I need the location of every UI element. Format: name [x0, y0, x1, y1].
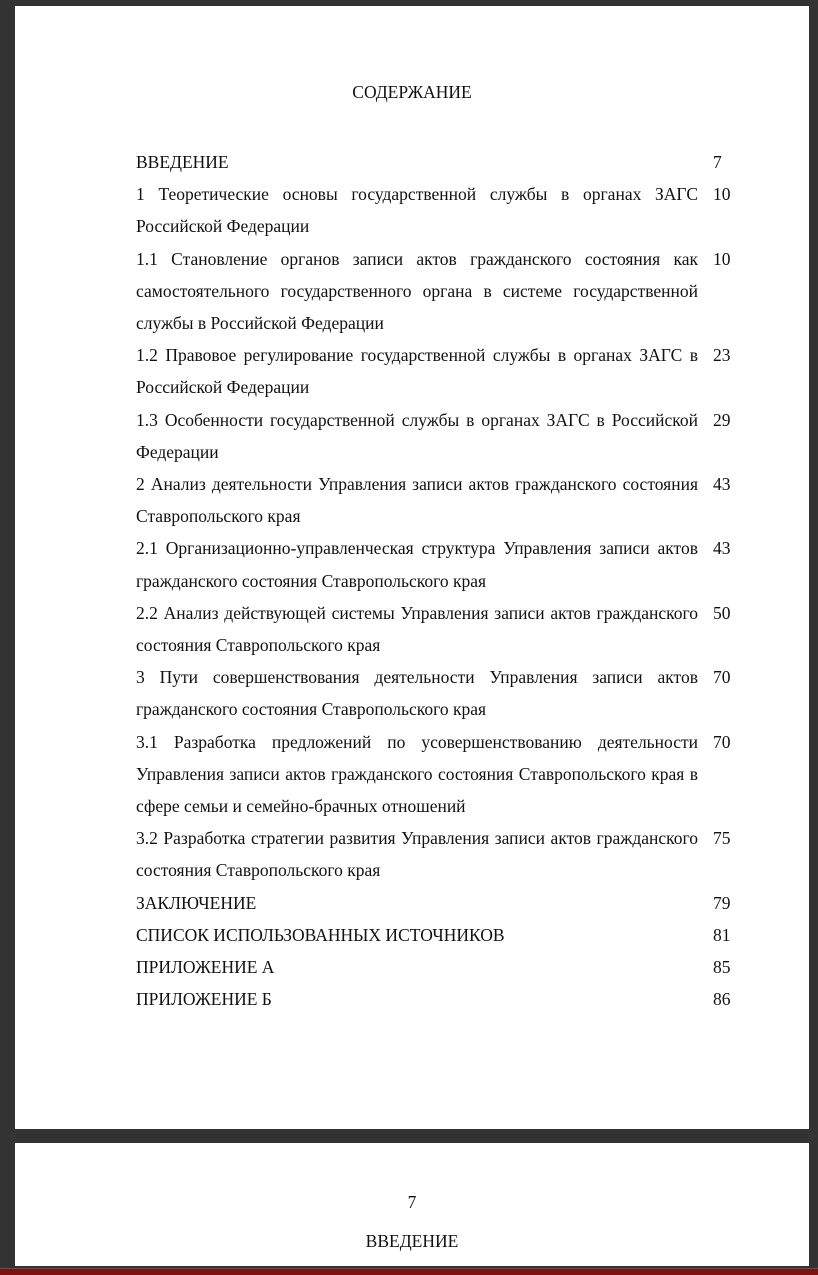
toc-entry-section-3-2[interactable]: [136, 822, 732, 886]
toc-entry-section-1-3[interactable]: [136, 404, 732, 468]
toc-entry-page: 75: [713, 828, 731, 849]
page-number: 7: [407, 1192, 417, 1212]
toc-entry-text: 3.2 Разработка стратегии развития Управления записи актов гражданского состояния Ставропольского края: [136, 828, 698, 881]
toc-entry-page: 29: [713, 409, 731, 430]
toc-entry-section-2-2[interactable]: [136, 597, 732, 661]
toc-entry-page: 85: [713, 957, 731, 978]
toc-entry-page: 10: [713, 184, 731, 205]
toc-entry-section-1-1[interactable]: [136, 243, 732, 340]
table-of-contents: [136, 146, 732, 1015]
toc-entry-text: 2.1 Организационно-управленческая структура Управления записи актов гражданского состояния Ставропольского края: [136, 538, 698, 591]
toc-entry-text: 2 Анализ деятельности Управления записи актов гражданского состояния Ставропольского края: [136, 474, 698, 527]
toc-entry-text: 1.1 Становление органов записи актов гражданского состояния как самостоятельного государственного органа в системе государственной службы в Российской Федерации: [136, 248, 698, 334]
toc-entry-text: 1.2 Правовое регулирование государственной службы в органах ЗАГС в Российской Федерации: [136, 345, 698, 398]
toc-entry-text: ВВЕДЕНИЕ: [136, 152, 229, 172]
toc-entry-text: ЗАКЛЮЧЕНИЕ: [136, 892, 257, 913]
toc-entry-introduction[interactable]: [136, 146, 732, 178]
toc-entry-page: 23: [713, 345, 731, 366]
toc-entry-page: 10: [713, 248, 731, 269]
toc-entry-page: 50: [713, 602, 731, 623]
toc-entry-section-1-2[interactable]: [136, 339, 732, 403]
toc-entry-page: 81: [713, 924, 731, 945]
toc-entry-page: 7: [713, 152, 722, 172]
toc-entry-conclusion[interactable]: [136, 887, 732, 919]
toc-entry-chapter-2[interactable]: [136, 468, 732, 532]
toc-entry-page: 43: [713, 538, 731, 559]
toc-entry-appendix-b[interactable]: [136, 983, 732, 1015]
toc-entry-page: 43: [713, 474, 731, 495]
toc-entry-text: 1 Теоретические основы государственной службы в органах ЗАГС Российской Федерации: [136, 184, 698, 237]
toc-entry-text: 3.1 Разработка предложений по усовершенствованию деятельности Управления записи актов гражданского состояния Ставропольского края в сфере семьи и семейно-брачных отношений: [136, 731, 698, 817]
document-page-2: [15, 1143, 809, 1266]
toc-entry-references[interactable]: [136, 919, 732, 951]
document-page-1: [15, 6, 809, 1129]
toc-entry-text: 1.3 Особенности государственной службы в органах ЗАГС в Российской Федерации: [136, 409, 698, 462]
toc-entry-page: 86: [713, 989, 731, 1010]
toc-entry-page: 70: [713, 731, 731, 752]
toc-entry-chapter-1[interactable]: [136, 178, 732, 242]
toc-entry-page: 70: [713, 667, 731, 688]
toc-entry-text: СПИСОК ИСПОЛЬЗОВАННЫХ ИСТОЧНИКОВ: [136, 924, 505, 945]
toc-entry-text: 3 Пути совершенствования деятельности Управления записи актов гражданского состояния Ставропольского края: [136, 667, 698, 720]
toc-entry-text: ПРИЛОЖЕНИЕ А: [136, 957, 275, 978]
toc-entry-section-2-1[interactable]: [136, 532, 732, 596]
toc-entry-section-3-1[interactable]: [136, 726, 732, 823]
toc-entry-text: ПРИЛОЖЕНИЕ Б: [136, 989, 272, 1010]
toc-entry-page: 79: [713, 892, 731, 913]
toc-entry-text: 2.2 Анализ действующей системы Управления записи актов гражданского состояния Ставропольского края: [136, 602, 698, 656]
section-heading: ВВЕДЕНИЕ: [365, 1231, 459, 1251]
toc-entry-appendix-a[interactable]: [136, 951, 732, 983]
toc-title: СОДЕРЖАНИЕ: [352, 82, 472, 102]
toc-entry-chapter-3[interactable]: [136, 661, 732, 725]
